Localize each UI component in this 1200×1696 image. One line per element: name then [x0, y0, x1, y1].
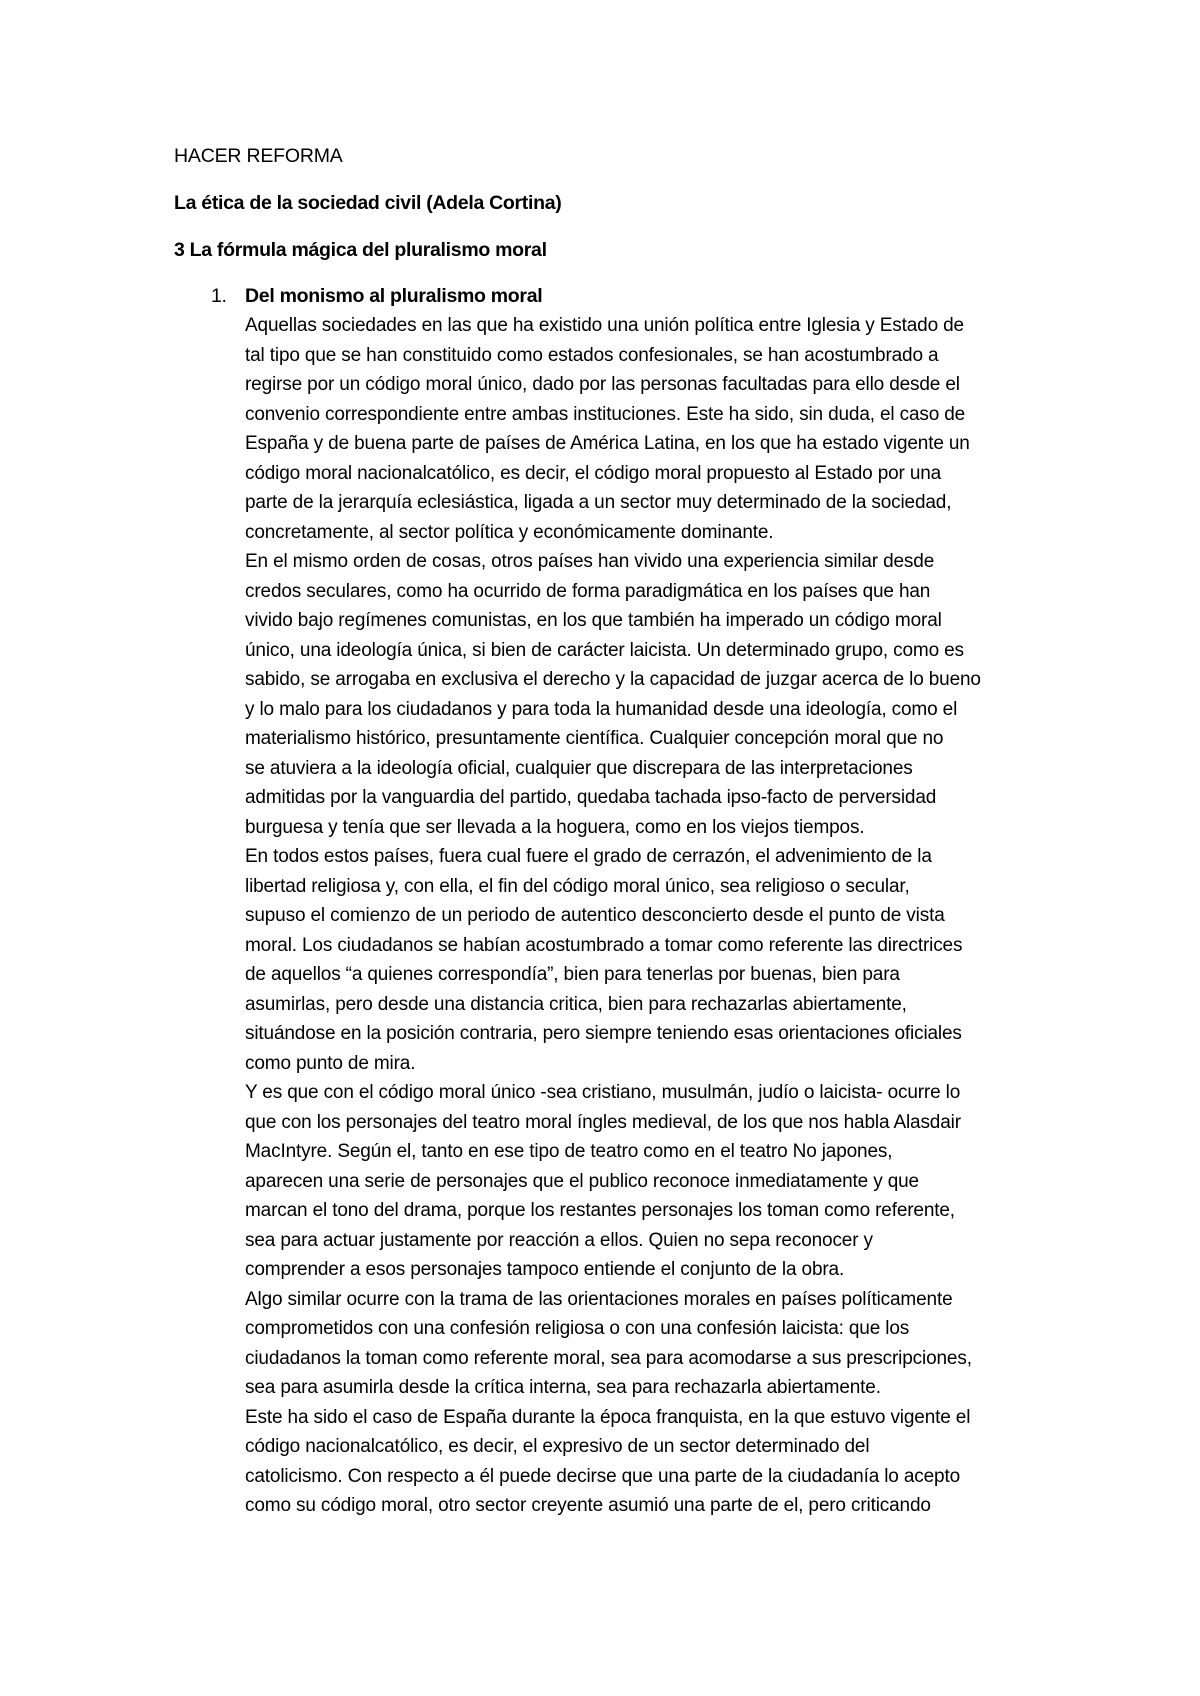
body-line: Aquellas sociedades en las que ha existido una unión política entre Iglesia y Estado de: [245, 315, 964, 336]
body-line: código moral nacionalcatólico, es decir, el código moral propuesto al Estado por una: [245, 462, 942, 484]
section-title: Del monismo al pluralismo moral: [245, 285, 543, 307]
body-line: burguesa y tenía que ser llevada a la hoguera, como en los viejos tiempos.: [245, 816, 865, 838]
body-line: sea para actuar justamente por reacción a ellos. Quien no sepa reconocer y: [245, 1229, 873, 1251]
body-line: que con los personajes del teatro moral íngles medieval, de los que nos habla Alasdair: [245, 1111, 961, 1133]
body-line: admitidas por la vanguardia del partido, quedaba tachada ipso-facto de perversidad: [245, 787, 937, 808]
body-line: catolicismo. Con respecto a él puede decirse que una parte de la ciudadanía lo acepto: [245, 1465, 961, 1487]
body-line: materialismo histórico, presuntamente científica. Cualquier concepción moral que no: [245, 728, 944, 749]
body-line: MacIntyre. Según el, tanto en ese tipo de teatro como en el teatro No japones,: [245, 1141, 893, 1162]
body-line: ciudadanos la toman como referente moral, sea para acomodarse a sus prescripciones,: [245, 1347, 972, 1369]
body-line: situándose en la posición contraria, pero siempre teniendo esas orientaciones oficiales: [245, 1023, 962, 1044]
body-line: libertad religiosa y, con ella, el fin del código moral único, sea religioso o secular,: [245, 875, 910, 897]
body-line: Y es que con el código moral único -sea cristiano, musulmán, judío o laicista- ocurre lo: [245, 1082, 961, 1103]
body-line: aparecen una serie de personajes que el publico reconoce inmediatamente y que: [245, 1170, 919, 1192]
body-line: moral. Los ciudadanos se habían acostumbrado a tomar como referente las directrices: [245, 934, 963, 956]
body-line: convenio correspondiente entre ambas instituciones. Este ha sido, sin duda, el caso de: [245, 403, 966, 425]
body-line: concretamente, al sector política y económicamente dominante.: [245, 521, 774, 543]
section-heading: [211, 284, 542, 308]
body-line: Este ha sido el caso de España durante la época franquista, en la que estuvo vigente el: [245, 1406, 971, 1428]
body-line: regirse por un código moral único, dado por las personas facultadas para ello desde el: [245, 374, 960, 395]
body-line: de aquellos “a quienes correspondía”, bien para tenerlas por buenas, bien para: [245, 964, 900, 985]
body-line: vivido bajo regímenes comunistas, en los que también ha imperado un código moral: [245, 610, 942, 631]
chapter-title: 3 La fórmula mágica del pluralismo moral: [174, 239, 547, 261]
body-line: Algo similar ocurre con la trama de las orientaciones morales en países políticamente: [245, 1288, 953, 1310]
body-line: como punto de mira.: [245, 1052, 416, 1074]
body-line: sea para asumirla desde la crítica interna, sea para rechazarla abiertamente.: [245, 1377, 881, 1398]
body-line: comprender a esos personajes tampoco entiende el conjunto de la obra.: [245, 1259, 845, 1280]
section-number: 1.: [211, 285, 227, 307]
body-line: sabido, se arrogaba en exclusiva el derecho y la capacidad de juzgar acerca de lo bueno: [245, 669, 981, 690]
body-line: En el mismo orden de cosas, otros países han vivido una experiencia similar desde: [245, 551, 935, 572]
document-title: HACER REFORMA: [174, 145, 343, 167]
body-line: como su código moral, otro sector creyente asumió una parte de el, pero criticando: [245, 1495, 931, 1516]
body-line: credos seculares, como ha ocurrido de forma paradigmática en los países que han: [245, 580, 931, 602]
body-line: y lo malo para los ciudadanos y para toda la humanidad desde una ideología, como el: [245, 698, 958, 720]
body-line: supuso el comienzo de un periodo de autentico desconcierto desde el punto de vista: [245, 905, 945, 926]
body-line: En todos estos países, fuera cual fuere el grado de cerrazón, el advenimiento de la: [245, 846, 932, 867]
body-line: se atuviera a la ideología oficial, cualquier que discrepara de las interpretaciones: [245, 757, 913, 779]
body-line: parte de la jerarquía eclesiástica, ligada a un sector muy determinado de la sociedad,: [245, 492, 952, 513]
body-line: único, una ideología única, si bien de carácter laicista. Un determinado grupo, como es: [245, 639, 964, 661]
body-line: código nacionalcatólico, es decir, el expresivo de un sector determinado del: [245, 1436, 870, 1457]
body-text: [245, 311, 1035, 1521]
body-line: tal tipo que se han constituido como estados confesionales, se han acostumbrado a: [245, 344, 939, 366]
document-subtitle: La ética de la sociedad civil (Adela Cortina): [174, 192, 562, 214]
body-line: marcan el tono del drama, porque los restantes personajes los toman como referente,: [245, 1200, 955, 1221]
body-line: comprometidos con una confesión religiosa o con una confesión laicista: que los: [245, 1318, 910, 1339]
body-line: España y de buena parte de países de América Latina, en los que ha estado vigente un: [245, 433, 970, 454]
body-line: asumirlas, pero desde una distancia critica, bien para rechazarlas abiertamente,: [245, 993, 907, 1015]
